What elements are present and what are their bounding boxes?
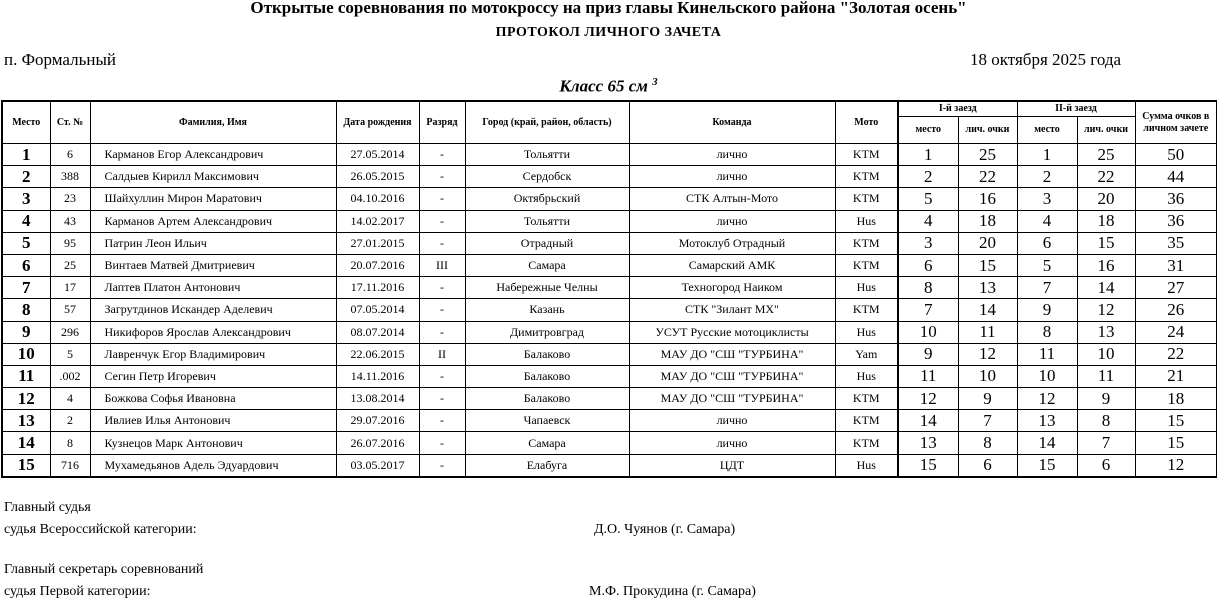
race2-place-cell: 6 — [1017, 232, 1077, 254]
header-team: Команда — [629, 101, 835, 144]
birth-date-cell: 14.02.2017 — [336, 210, 419, 232]
start-no-cell: 43 — [50, 210, 90, 232]
place-cell: 14 — [2, 432, 50, 454]
table-row — [2, 343, 1217, 365]
total-points-cell: 24 — [1135, 321, 1217, 343]
team-cell: МАУ ДО "СШ "ТУРБИНА" — [629, 365, 835, 387]
race1-points-cell: 20 — [958, 232, 1017, 254]
name-cell: Лавренчук Егор Владимирович — [90, 343, 336, 365]
header-place: Место — [2, 101, 50, 144]
race1-points-cell: 10 — [958, 365, 1017, 387]
city-cell: Самара — [465, 432, 629, 454]
moto-cell: KTM — [835, 188, 898, 210]
name-cell: Никифоров Ярослав Александрович — [90, 321, 336, 343]
race1-points-cell: 12 — [958, 343, 1017, 365]
race2-points-cell: 25 — [1077, 144, 1135, 166]
city-cell: Сердобск — [465, 166, 629, 188]
name-cell: Ивлиев Илья Антонович — [90, 410, 336, 432]
birth-date-cell: 13.08.2014 — [336, 388, 419, 410]
team-cell: ЦДТ — [629, 454, 835, 477]
team-cell: Мотоклуб Отрадный — [629, 232, 835, 254]
moto-cell: Hus — [835, 321, 898, 343]
team-cell: лично — [629, 410, 835, 432]
moto-cell: KTM — [835, 299, 898, 321]
judge-title: Главный судья — [4, 500, 91, 515]
place-cell: 15 — [2, 454, 50, 477]
moto-cell: Hus — [835, 365, 898, 387]
class-label-text: Класс 65 см — [559, 76, 648, 96]
moto-cell: Yam — [835, 343, 898, 365]
race2-points-cell: 9 — [1077, 388, 1135, 410]
race2-points-cell: 15 — [1077, 232, 1135, 254]
table-row — [2, 454, 1217, 477]
start-no-cell: .002 — [50, 365, 90, 387]
table-row — [2, 365, 1217, 387]
name-cell: Карманов Артем Александрович — [90, 210, 336, 232]
event-location: п. Формальный — [4, 50, 116, 69]
header-city: Город (край, район, область) — [465, 101, 629, 144]
name-cell: Мухамедьянов Адель Эдуардович — [90, 454, 336, 477]
rank-cell: - — [419, 299, 465, 321]
place-cell: 1 — [2, 144, 50, 166]
start-no-cell: 17 — [50, 277, 90, 299]
race2-points-cell: 14 — [1077, 277, 1135, 299]
race2-points-cell: 20 — [1077, 188, 1135, 210]
total-points-cell: 36 — [1135, 188, 1217, 210]
race2-place-cell: 9 — [1017, 299, 1077, 321]
race2-place-cell: 5 — [1017, 254, 1077, 276]
rank-cell: - — [419, 454, 465, 477]
rank-cell: - — [419, 166, 465, 188]
total-points-cell: 26 — [1135, 299, 1217, 321]
birth-date-cell: 27.05.2014 — [336, 144, 419, 166]
city-cell: Чапаевск — [465, 410, 629, 432]
place-cell: 11 — [2, 365, 50, 387]
total-points-cell: 22 — [1135, 343, 1217, 365]
place-cell: 9 — [2, 321, 50, 343]
birth-date-cell: 04.10.2016 — [336, 188, 419, 210]
place-cell: 2 — [2, 166, 50, 188]
place-cell: 4 — [2, 210, 50, 232]
name-cell: Сегин Петр Игоревич — [90, 365, 336, 387]
place-cell: 10 — [2, 343, 50, 365]
race1-place-cell: 7 — [898, 299, 958, 321]
start-no-cell: 388 — [50, 166, 90, 188]
total-points-cell: 50 — [1135, 144, 1217, 166]
birth-date-cell: 29.07.2016 — [336, 410, 419, 432]
race2-place-cell: 13 — [1017, 410, 1077, 432]
race1-place-cell: 2 — [898, 166, 958, 188]
moto-cell: Hus — [835, 277, 898, 299]
race1-points-cell: 6 — [958, 454, 1017, 477]
team-cell: Техногород Наиком — [629, 277, 835, 299]
team-cell: лично — [629, 210, 835, 232]
team-cell: лично — [629, 166, 835, 188]
header-name: Фамилия, Имя — [90, 101, 336, 144]
birth-date-cell: 22.06.2015 — [336, 343, 419, 365]
name-cell: Лаптев Платон Антонович — [90, 277, 336, 299]
city-cell: Самара — [465, 254, 629, 276]
race2-place-cell: 12 — [1017, 388, 1077, 410]
header-race2-place: место — [1017, 117, 1077, 144]
class-label-sup: 3 — [652, 76, 658, 88]
birth-date-cell: 27.01.2015 — [336, 232, 419, 254]
race1-points-cell: 16 — [958, 188, 1017, 210]
team-cell: Самарский АМК — [629, 254, 835, 276]
total-points-cell: 15 — [1135, 432, 1217, 454]
rank-cell: - — [419, 210, 465, 232]
race2-points-cell: 10 — [1077, 343, 1135, 365]
birth-date-cell: 03.05.2017 — [336, 454, 419, 477]
total-points-cell: 36 — [1135, 210, 1217, 232]
results-table — [1, 100, 1217, 478]
moto-cell: KTM — [835, 388, 898, 410]
start-no-cell: 6 — [50, 144, 90, 166]
table-row — [2, 232, 1217, 254]
race1-place-cell: 9 — [898, 343, 958, 365]
start-no-cell: 2 — [50, 410, 90, 432]
race1-place-cell: 3 — [898, 232, 958, 254]
race2-points-cell: 7 — [1077, 432, 1135, 454]
race1-points-cell: 9 — [958, 388, 1017, 410]
rank-cell: - — [419, 144, 465, 166]
header-rank: Разряд — [419, 101, 465, 144]
event-date: 18 октября 2025 года — [970, 50, 1122, 69]
race1-place-cell: 10 — [898, 321, 958, 343]
secretary-title: Главный секретарь соревнований — [4, 562, 204, 577]
rank-cell: - — [419, 365, 465, 387]
race2-place-cell: 14 — [1017, 432, 1077, 454]
rank-cell: - — [419, 410, 465, 432]
race1-points-cell: 11 — [958, 321, 1017, 343]
race2-points-cell: 12 — [1077, 299, 1135, 321]
city-cell: Отрадный — [465, 232, 629, 254]
race2-points-cell: 18 — [1077, 210, 1135, 232]
name-cell: Карманов Егор Александрович — [90, 144, 336, 166]
race1-place-cell: 1 — [898, 144, 958, 166]
header-birth: Дата рождения — [336, 101, 419, 144]
total-points-cell: 12 — [1135, 454, 1217, 477]
birth-date-cell: 08.07.2014 — [336, 321, 419, 343]
place-cell: 5 — [2, 232, 50, 254]
team-cell: лично — [629, 144, 835, 166]
class-label — [0, 76, 1217, 97]
moto-cell: Hus — [835, 454, 898, 477]
race2-place-cell: 8 — [1017, 321, 1077, 343]
race1-points-cell: 15 — [958, 254, 1017, 276]
moto-cell: KTM — [835, 254, 898, 276]
total-points-cell: 18 — [1135, 388, 1217, 410]
city-cell: Тольятти — [465, 210, 629, 232]
start-no-cell: 8 — [50, 432, 90, 454]
start-no-cell: 716 — [50, 454, 90, 477]
place-cell: 6 — [2, 254, 50, 276]
city-cell: Казань — [465, 299, 629, 321]
city-cell: Елабуга — [465, 454, 629, 477]
place-cell: 13 — [2, 410, 50, 432]
race1-place-cell: 14 — [898, 410, 958, 432]
race1-points-cell: 7 — [958, 410, 1017, 432]
city-cell: Тольятти — [465, 144, 629, 166]
race1-place-cell: 11 — [898, 365, 958, 387]
start-no-cell: 95 — [50, 232, 90, 254]
start-no-cell: 23 — [50, 188, 90, 210]
header-race1-points: лич. очки — [958, 117, 1017, 144]
secretary-name: М.Ф. Прокудина (г. Самара) — [589, 584, 756, 599]
place-cell: 12 — [2, 388, 50, 410]
rank-cell: - — [419, 432, 465, 454]
city-cell: Набережные Челны — [465, 277, 629, 299]
race2-points-cell: 8 — [1077, 410, 1135, 432]
total-points-cell: 21 — [1135, 365, 1217, 387]
start-no-cell: 4 — [50, 388, 90, 410]
race1-place-cell: 12 — [898, 388, 958, 410]
rank-cell: - — [419, 388, 465, 410]
race2-place-cell: 7 — [1017, 277, 1077, 299]
table-row — [2, 254, 1217, 276]
city-cell: Балаково — [465, 388, 629, 410]
race2-place-cell: 4 — [1017, 210, 1077, 232]
moto-cell: Hus — [835, 210, 898, 232]
name-cell: Кузнецов Марк Антонович — [90, 432, 336, 454]
header-race1: I-й заезд — [898, 101, 1017, 117]
race2-points-cell: 22 — [1077, 166, 1135, 188]
race2-points-cell: 11 — [1077, 365, 1135, 387]
race1-place-cell: 13 — [898, 432, 958, 454]
name-cell: Винтаев Матвей Дмитриевич — [90, 254, 336, 276]
rank-cell: - — [419, 277, 465, 299]
birth-date-cell: 07.05.2014 — [336, 299, 419, 321]
table-row — [2, 410, 1217, 432]
table-row — [2, 388, 1217, 410]
race1-points-cell: 18 — [958, 210, 1017, 232]
moto-cell: KTM — [835, 166, 898, 188]
rank-cell: - — [419, 188, 465, 210]
start-no-cell: 25 — [50, 254, 90, 276]
race1-place-cell: 4 — [898, 210, 958, 232]
table-row — [2, 432, 1217, 454]
rank-cell: - — [419, 232, 465, 254]
race2-place-cell: 3 — [1017, 188, 1077, 210]
race2-points-cell: 16 — [1077, 254, 1135, 276]
moto-cell: KTM — [835, 410, 898, 432]
rank-cell: - — [419, 321, 465, 343]
table-row — [2, 144, 1217, 166]
race1-points-cell: 13 — [958, 277, 1017, 299]
judge-name: Д.О. Чуянов (г. Самара) — [594, 522, 736, 537]
table-row — [2, 277, 1217, 299]
team-cell: СТК Алтын-Мото — [629, 188, 835, 210]
team-cell: МАУ ДО "СШ "ТУРБИНА" — [629, 343, 835, 365]
judge-category: судья Всероссийской категории: — [4, 522, 197, 537]
header-race2: II-й заезд — [1017, 101, 1135, 117]
total-points-cell: 15 — [1135, 410, 1217, 432]
city-cell: Димитровград — [465, 321, 629, 343]
header-total: Сумма очков в личном зачете — [1135, 101, 1217, 144]
table-row — [2, 210, 1217, 232]
city-cell: Балаково — [465, 343, 629, 365]
race1-points-cell: 14 — [958, 299, 1017, 321]
name-cell: Загрутдинов Искандер Аделевич — [90, 299, 336, 321]
birth-date-cell: 20.07.2016 — [336, 254, 419, 276]
secretary-category: судья Первой категории: — [4, 584, 151, 599]
birth-date-cell: 14.11.2016 — [336, 365, 419, 387]
rank-cell: II — [419, 343, 465, 365]
total-points-cell: 44 — [1135, 166, 1217, 188]
place-cell: 8 — [2, 299, 50, 321]
name-cell: Божкова Софья Ивановна — [90, 388, 336, 410]
table-row — [2, 188, 1217, 210]
header-moto: Мото — [835, 101, 898, 144]
document-title: Открытые соревнования по мотокроссу на приз главы Кинельского района "Золотая осень" — [250, 0, 967, 17]
race1-place-cell: 6 — [898, 254, 958, 276]
moto-cell: KTM — [835, 432, 898, 454]
header-race1-place: место — [898, 117, 958, 144]
race2-place-cell: 1 — [1017, 144, 1077, 166]
race1-points-cell: 8 — [958, 432, 1017, 454]
name-cell: Шайхуллин Мирон Маратович — [90, 188, 336, 210]
table-row — [2, 299, 1217, 321]
birth-date-cell: 26.05.2015 — [336, 166, 419, 188]
place-cell: 3 — [2, 188, 50, 210]
team-cell: МАУ ДО "СШ "ТУРБИНА" — [629, 388, 835, 410]
table-row — [2, 321, 1217, 343]
team-cell: лично — [629, 432, 835, 454]
race2-points-cell: 13 — [1077, 321, 1135, 343]
total-points-cell: 35 — [1135, 232, 1217, 254]
name-cell: Патрин Леон Ильич — [90, 232, 336, 254]
total-points-cell: 31 — [1135, 254, 1217, 276]
race2-points-cell: 6 — [1077, 454, 1135, 477]
moto-cell: KTM — [835, 144, 898, 166]
protocol-subtitle: ПРОТОКОЛ ЛИЧНОГО ЗАЧЕТА — [495, 25, 722, 40]
team-cell: СТК "Зилант МХ" — [629, 299, 835, 321]
header-start-no: Ст. № — [50, 101, 90, 144]
team-cell: УСУТ Русские мотоциклисты — [629, 321, 835, 343]
race1-place-cell: 15 — [898, 454, 958, 477]
race2-place-cell: 10 — [1017, 365, 1077, 387]
race1-place-cell: 8 — [898, 277, 958, 299]
birth-date-cell: 26.07.2016 — [336, 432, 419, 454]
race1-points-cell: 22 — [958, 166, 1017, 188]
city-cell: Балаково — [465, 365, 629, 387]
start-no-cell: 5 — [50, 343, 90, 365]
birth-date-cell: 17.11.2016 — [336, 277, 419, 299]
race1-points-cell: 25 — [958, 144, 1017, 166]
total-points-cell: 27 — [1135, 277, 1217, 299]
race2-place-cell: 15 — [1017, 454, 1077, 477]
name-cell: Салдыев Кирилл Максимович — [90, 166, 336, 188]
rank-cell: III — [419, 254, 465, 276]
race1-place-cell: 5 — [898, 188, 958, 210]
start-no-cell: 296 — [50, 321, 90, 343]
race2-place-cell: 11 — [1017, 343, 1077, 365]
place-cell: 7 — [2, 277, 50, 299]
table-row — [2, 166, 1217, 188]
race2-place-cell: 2 — [1017, 166, 1077, 188]
city-cell: Октябрьский — [465, 188, 629, 210]
header-race2-points: лич. очки — [1077, 117, 1135, 144]
moto-cell: KTM — [835, 232, 898, 254]
start-no-cell: 57 — [50, 299, 90, 321]
